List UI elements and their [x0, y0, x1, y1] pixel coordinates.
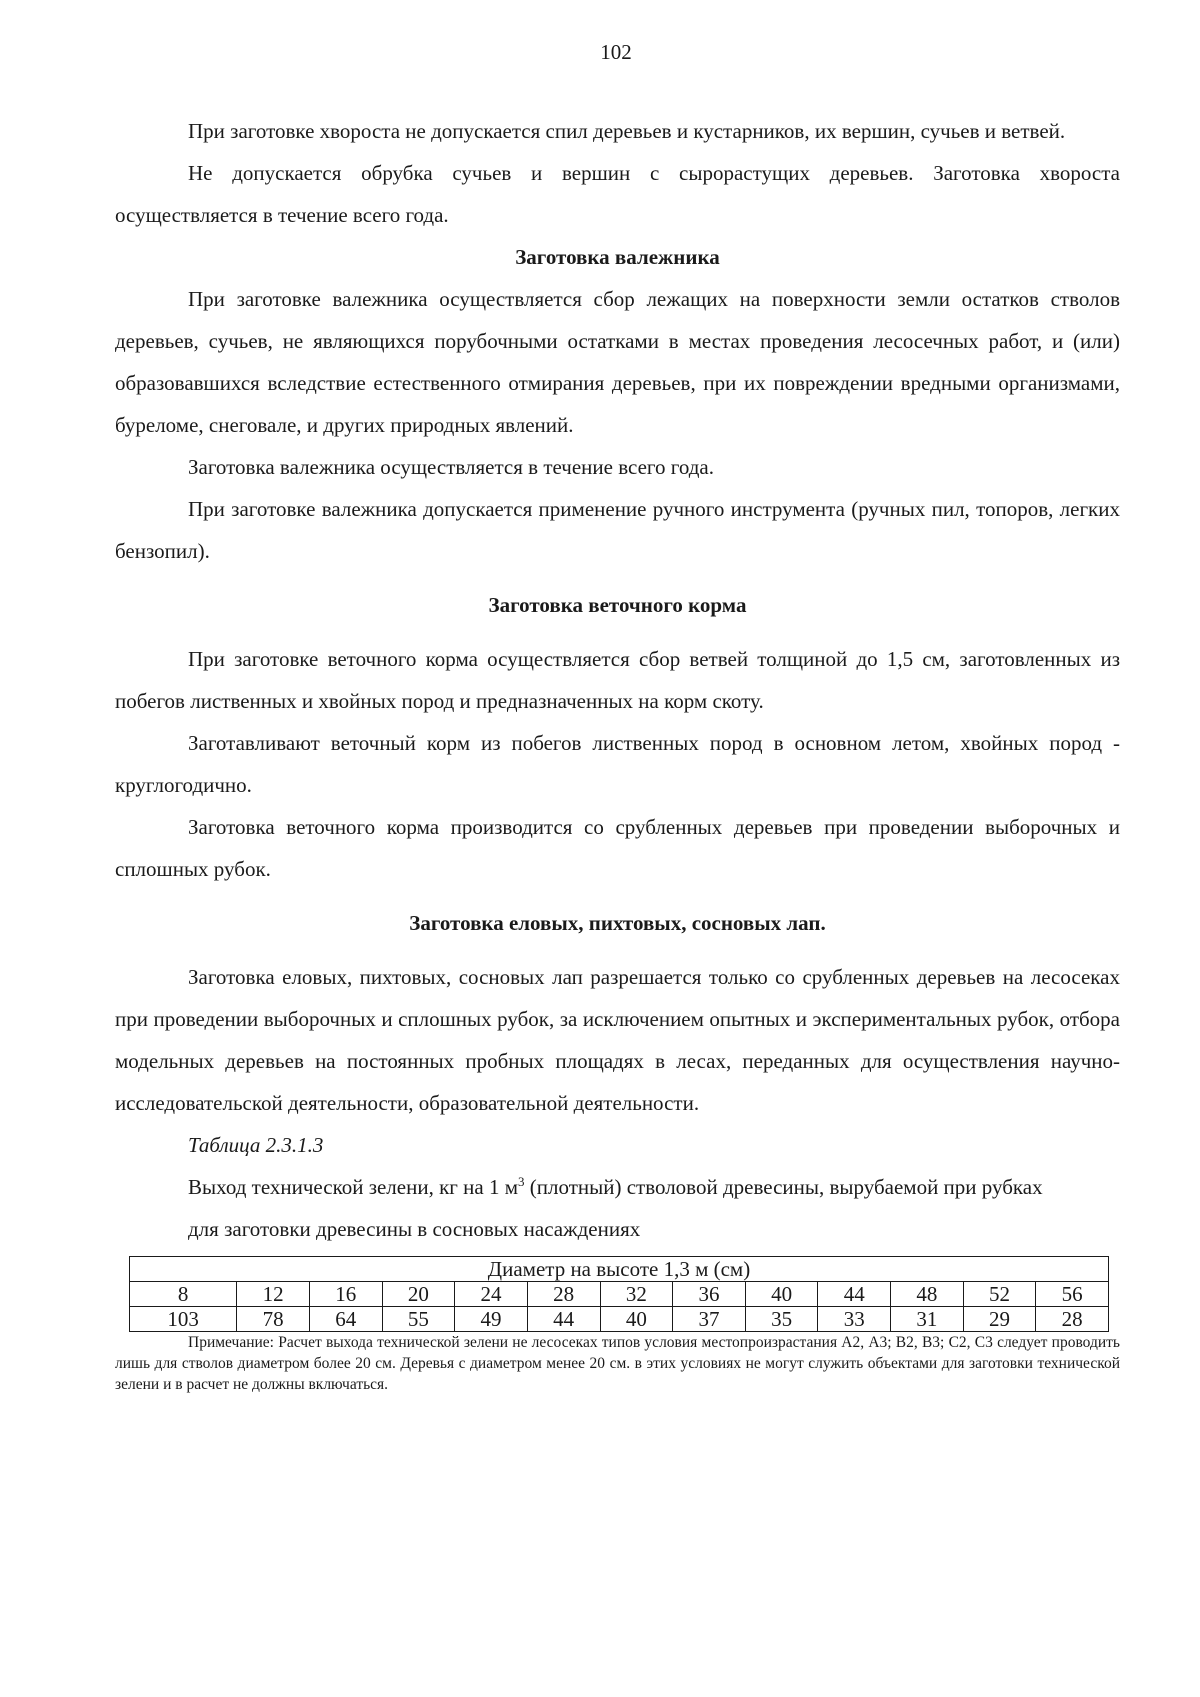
table-cell-diameter: 44 [818, 1282, 891, 1307]
table-label: Таблица 2.3.1.3 [188, 1133, 324, 1157]
table-cell-value: 35 [745, 1307, 818, 1332]
table-cell-value: 49 [455, 1307, 528, 1332]
table-cell-diameter: 52 [963, 1282, 1036, 1307]
paragraph: Заготовка валежника осуществляется в течение всего года. [188, 455, 714, 479]
table-cell-diameter: 28 [527, 1282, 600, 1307]
table-cell-diameter: 8 [130, 1282, 237, 1307]
document-body [115, 110, 1120, 1395]
paragraph: При заготовке валежника допускается применение ручного инструмента (ручных пил, топоров, легких бензопил). [115, 497, 1120, 563]
table-note: Примечание: Расчет выхода технической зелени не лесосеках типов условия местопроизрастания А2, А3; В2, В3; С2, С3 следует проводить лишь для стволов диаметром более 20 см. Деревья с диаметром менее 20 см. в этих условиях не могут служить объектами для заготовки технической зелени и в расчет не должны включаться. [115, 1334, 1120, 1393]
table-cell-diameter: 12 [237, 1282, 310, 1307]
paragraph: Заготовка еловых, пихтовых, сосновых лап разрешается только со срубленных деревьев на лесосеках при проведении выборочных и сплошных рубок, за исключением опытных и экспериментальных рубок, отбора модельных деревьев на постоянных пробных площадях в лесах, переданных для осуществления научно-исследовательской деятельности, образовательной деятельности. [115, 965, 1120, 1115]
table-row-values [130, 1307, 1109, 1332]
table-cell-value: 40 [600, 1307, 673, 1332]
table-caption-line2: для заготовки древесины в сосновых насаждениях [188, 1217, 641, 1241]
table-cell-value: 28 [1036, 1307, 1109, 1332]
paragraph: При заготовке хвороста не допускается спил деревьев и кустарников, их вершин, сучьев и ветвей. [188, 119, 1066, 143]
table-cell-diameter: 48 [891, 1282, 964, 1307]
table-cell-diameter: 24 [455, 1282, 528, 1307]
table-cell-diameter: 56 [1036, 1282, 1109, 1307]
data-table [129, 1256, 1109, 1332]
table-cell-value: 55 [382, 1307, 455, 1332]
table-cell-diameter: 40 [745, 1282, 818, 1307]
paragraph: Заготовка веточного корма производится со срубленных деревьев при проведении выборочных и сплошных рубок. [115, 815, 1120, 881]
table-cell-value: 37 [673, 1307, 746, 1332]
table-cell-value: 64 [309, 1307, 382, 1332]
paragraph: При заготовке валежника осуществляется сбор лежащих на поверхности земли остатков стволов деревьев, сучьев, не являющихся порубочными остатками в местах проведения лесосечных работ, и (или) образовавшихся вследствие естественного отмирания деревьев, при их повреждении вредными организмами, буреломе, снеговале, и других природных явлений. [115, 287, 1120, 437]
table-cell-value: 103 [130, 1307, 237, 1332]
table-caption-text: (плотный) стволовой древесины, вырубаемой при рубках [524, 1175, 1043, 1199]
table-row-diameters [130, 1282, 1109, 1307]
table-cell-value: 44 [527, 1307, 600, 1332]
table-caption [115, 1166, 1120, 1208]
table-cell-value: 33 [818, 1307, 891, 1332]
table-caption-text: Выход технической зелени, кг на 1 м [188, 1175, 519, 1199]
table-caption-superscript: 3 [518, 1174, 525, 1189]
section-heading-valezhnik: Заготовка валежника [515, 245, 720, 269]
paragraph: Не допускается обрубка сучьев и вершин с сырорастущих деревьев. Заготовка хвороста осуществляется в течение всего года. [115, 161, 1120, 227]
section-heading-lapy: Заготовка еловых, пихтовых, сосновых лап. [409, 911, 826, 935]
table-cell-diameter: 20 [382, 1282, 455, 1307]
table-cell-diameter: 16 [309, 1282, 382, 1307]
table-cell-value: 31 [891, 1307, 964, 1332]
table-cell-value: 78 [237, 1307, 310, 1332]
table-cell-diameter: 32 [600, 1282, 673, 1307]
table-cell-diameter: 36 [673, 1282, 746, 1307]
paragraph: Заготавливают веточный корм из побегов лиственных пород в основном летом, хвойных пород - круглогодично. [115, 731, 1120, 797]
table-cell-value: 29 [963, 1307, 1036, 1332]
paragraph: При заготовке веточного корма осуществляется сбор ветвей толщиной до 1,5 см, заготовленных из побегов лиственных и хвойных пород и предназначенных на корм скоту. [115, 647, 1120, 713]
page-number: 102 [600, 40, 632, 64]
section-heading-vetochny-korm: Заготовка веточного корма [488, 593, 747, 617]
table-header-cell: Диаметр на высоте 1,3 м (см) [130, 1257, 1109, 1282]
table-header-row [130, 1257, 1109, 1282]
